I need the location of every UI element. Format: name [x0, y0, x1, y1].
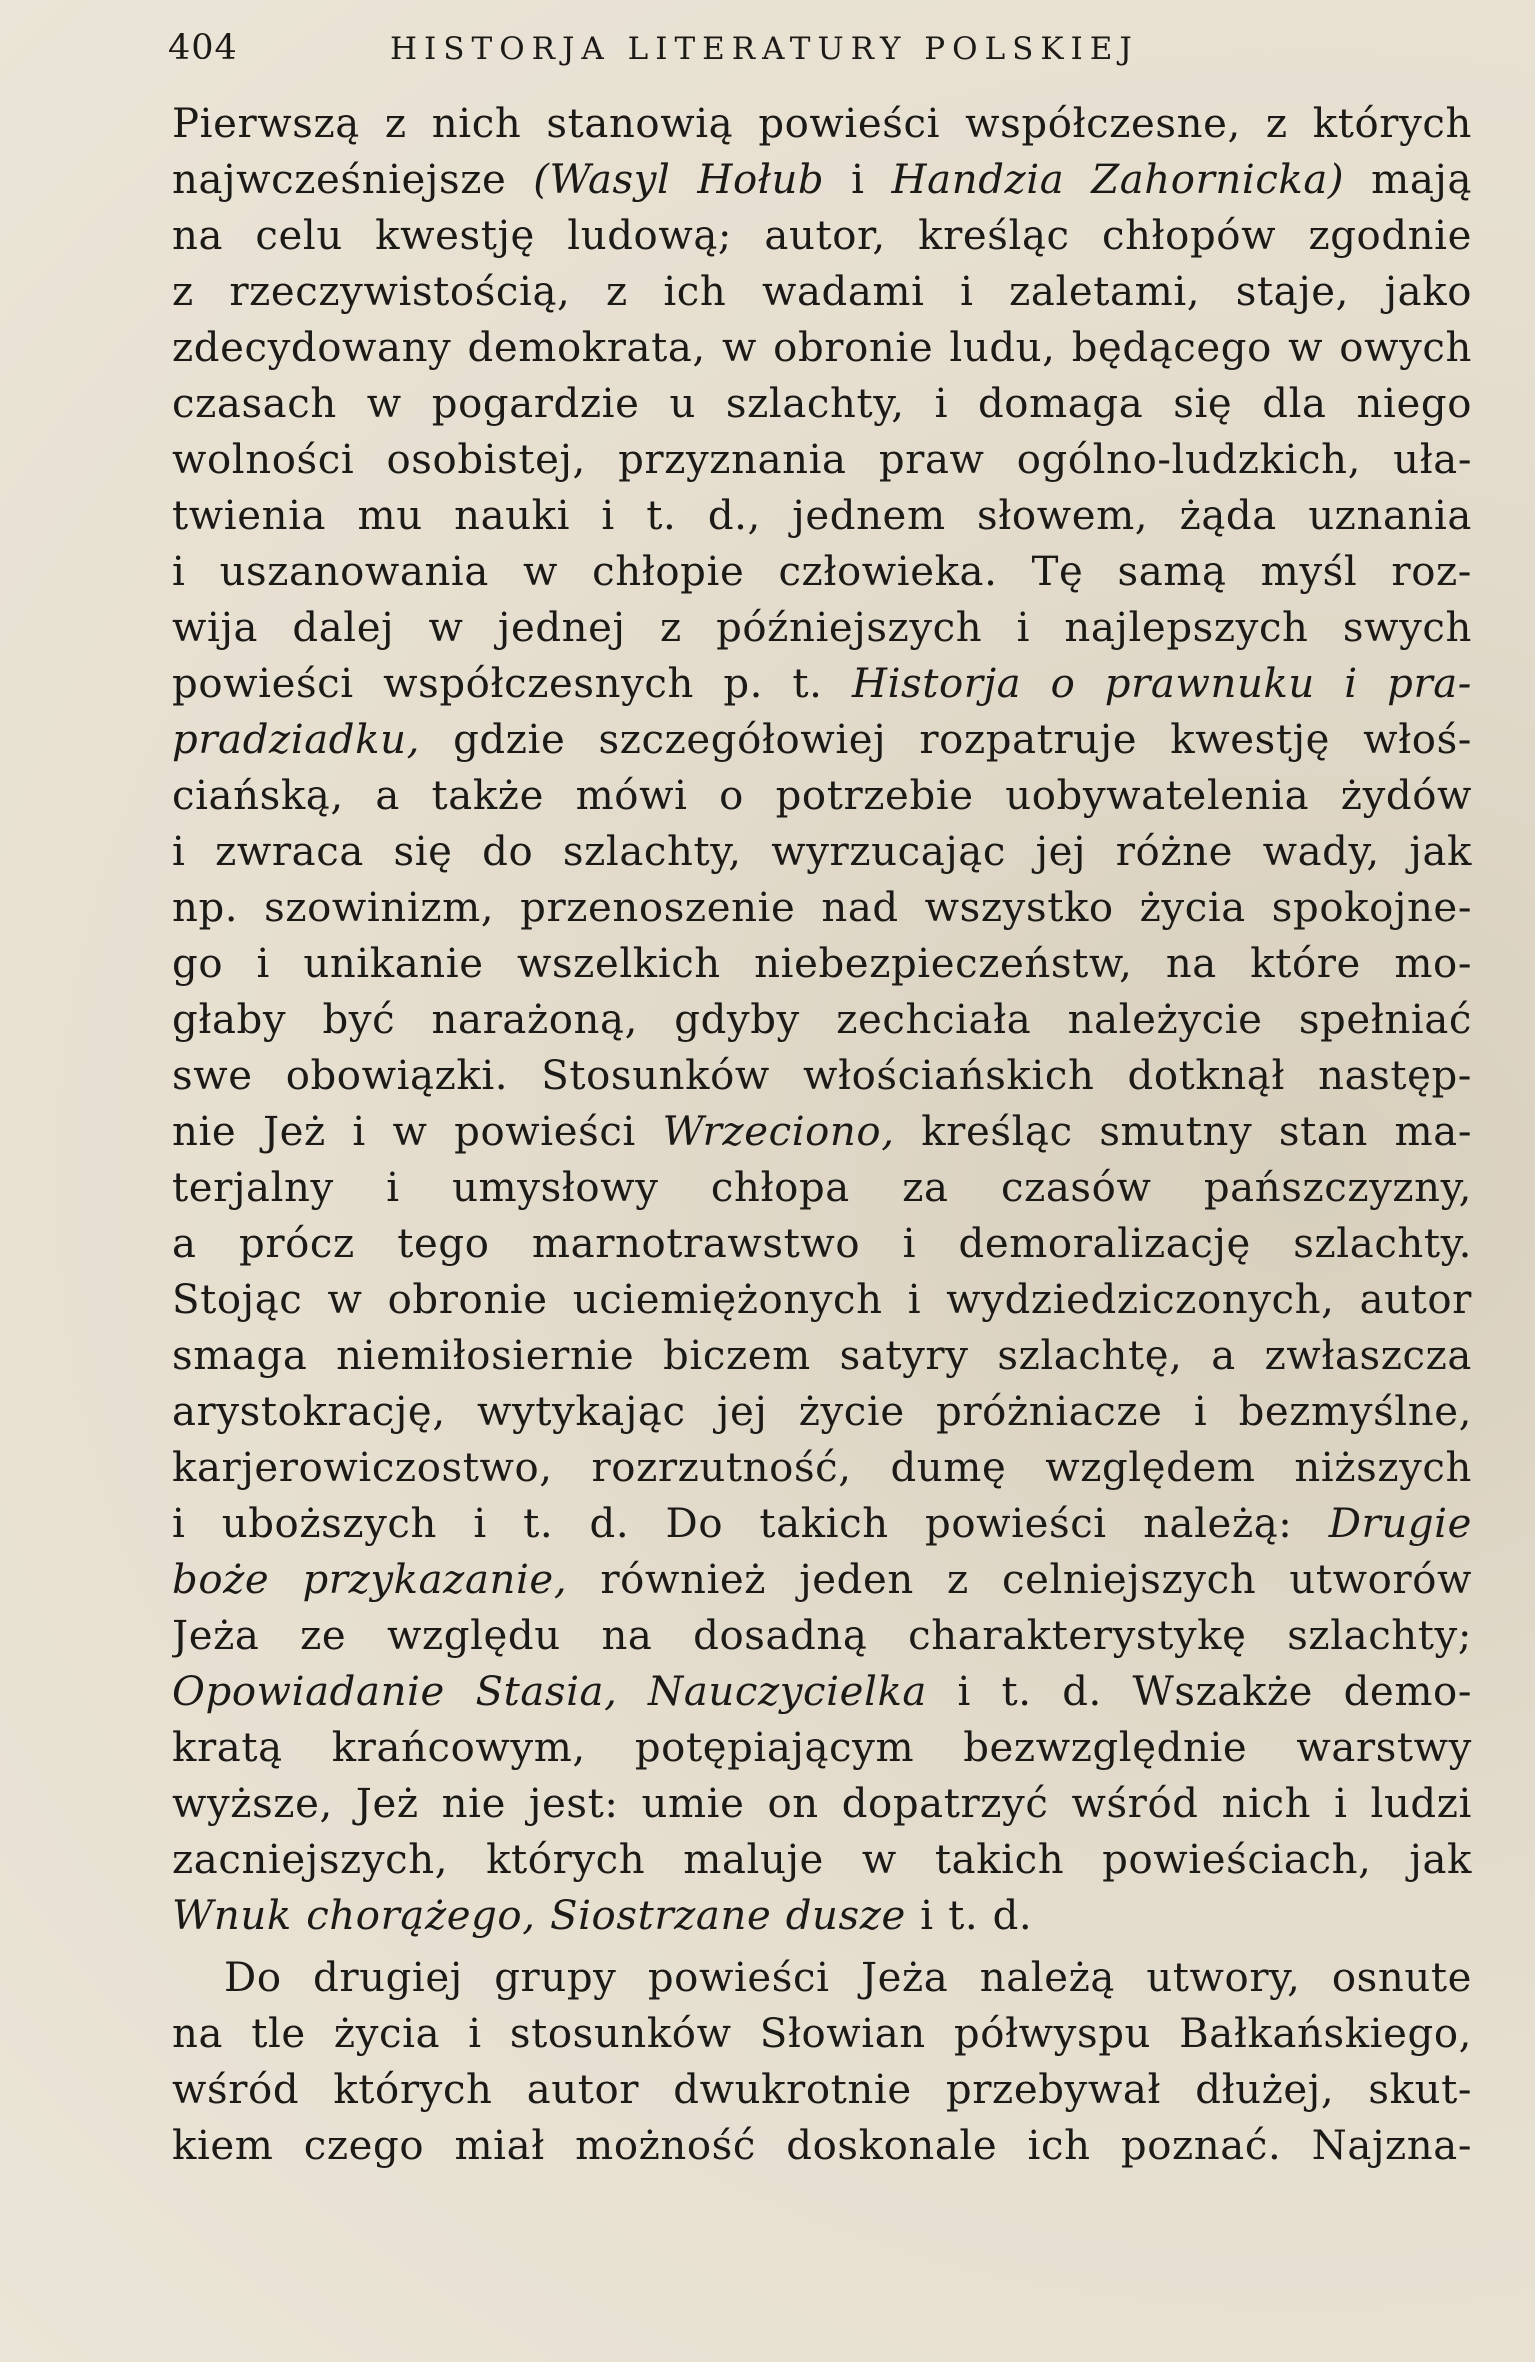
text-line	[172, 264, 1472, 320]
running-title: HISTORJA LITERATURY POLSKIEJ	[390, 31, 1139, 67]
text-line	[172, 1832, 1472, 1888]
italic-title: Wnuk chorążego, Siostrzane dusze	[172, 1893, 906, 1939]
italic-title: Drugie	[1328, 1501, 1472, 1547]
text-line	[172, 768, 1472, 824]
text-run: terjalny i umysłowy chłopa za czasów pańszczyzny,	[172, 1165, 1472, 1211]
text-line	[172, 2062, 1472, 2118]
text-run: powieści współczesnych p. t.	[172, 661, 852, 707]
text-run: na tle życia i stosunków Słowian półwyspu Bałkańskiego,	[172, 2011, 1472, 2057]
text-line	[172, 2118, 1472, 2174]
text-line	[172, 1160, 1472, 1216]
text-run: karjerowiczostwo, rozrzutność, dumę względem niższych	[172, 1445, 1472, 1491]
text-line	[172, 1720, 1472, 1776]
italic-title: boże przykazanie,	[172, 1557, 568, 1603]
text-line	[172, 1216, 1472, 1272]
text-run: nie Jeż i w powieści	[172, 1109, 663, 1155]
text-run: czasach w pogardzie u szlachty, i domaga się dla niego	[172, 381, 1472, 427]
text-line	[172, 488, 1472, 544]
text-line	[172, 320, 1472, 376]
italic-title: Handzia Zahornicka)	[891, 157, 1345, 203]
italic-title: Historja o prawnuku i pra-	[851, 661, 1472, 707]
text-run: Pierwszą z nich stanowią powieści współczesne, z których	[172, 101, 1472, 147]
text-run: Do drugiej grupy powieści Jeża należą utwory, osnute	[224, 1955, 1472, 2001]
text-line	[172, 432, 1472, 488]
text-line	[172, 712, 1472, 768]
text-run: kratą krańcowym, potępiającym bezwzględnie warstwy	[172, 1725, 1472, 1771]
text-run: wyższe, Jeż nie jest: umie on dopatrzyć wśród nich i ludzi	[172, 1781, 1472, 1827]
text-line	[172, 1776, 1472, 1832]
text-run: z rzeczywistością, z ich wadami i zaletami, staje, jako	[172, 269, 1472, 315]
text-line	[172, 1328, 1472, 1384]
text-line	[172, 1440, 1472, 1496]
page-number: 404	[168, 28, 238, 68]
text-line	[172, 600, 1472, 656]
body-text	[172, 96, 1472, 2174]
text-run: arystokrację, wytykając jej życie próżniacze i bezmyślne,	[172, 1389, 1472, 1435]
text-run: wśród których autor dwukrotnie przebywał dłużej, skut-	[172, 2067, 1472, 2113]
italic-title: Opowiadanie Stasia, Nauczycielka	[172, 1669, 927, 1715]
text-run: mają	[1344, 157, 1472, 203]
italic-title: pradziadku,	[172, 717, 420, 763]
text-run: gdzie szczegółowiej rozpatruje kwestję włoś-	[419, 717, 1472, 763]
text-run: np. szowinizm, przenoszenie nad wszystko życia spokojne-	[172, 885, 1472, 931]
text-line	[172, 1888, 1472, 1944]
text-run: wolności osobistej, przyznania praw ogólno-ludzkich, uła-	[172, 437, 1472, 483]
text-line	[172, 376, 1472, 432]
text-run: go i unikanie wszelkich niebezpieczeństw, na które mo-	[172, 941, 1472, 987]
text-line	[172, 1272, 1472, 1328]
text-line	[172, 1608, 1472, 1664]
text-run: najwcześniejsze	[172, 157, 534, 203]
text-line	[172, 544, 1472, 600]
text-run: Stojąc w obronie uciemiężonych i wydziedziczonych, autor	[172, 1277, 1472, 1323]
text-line	[172, 1048, 1472, 1104]
text-line	[172, 936, 1472, 992]
running-head	[168, 28, 1288, 78]
text-line	[172, 1384, 1472, 1440]
text-run: głaby być narażoną, gdyby zechciała należycie spełniać	[172, 997, 1472, 1043]
text-run: na celu kwestję ludową; autor, kreśląc chłopów zgodnie	[172, 213, 1472, 259]
text-run: Jeża ze względu na dosadną charakterystykę szlachty;	[172, 1613, 1472, 1659]
text-line	[172, 96, 1472, 152]
italic-title: Wrzeciono,	[662, 1109, 895, 1155]
text-run: wija dalej w jednej z późniejszych i najlepszych swych	[172, 605, 1472, 651]
text-run: twienia mu nauki i t. d., jednem słowem, żąda uznania	[172, 493, 1472, 539]
text-run: i	[824, 157, 892, 203]
text-line	[172, 1104, 1472, 1160]
text-run: kreśląc smutny stan ma-	[894, 1109, 1472, 1155]
text-line	[172, 880, 1472, 936]
text-line	[172, 992, 1472, 1048]
text-line	[172, 208, 1472, 264]
text-run: i uszanowania w chłopie człowieka. Tę samą myśl roz-	[172, 549, 1472, 595]
text-run: ciańską, a także mówi o potrzebie uobywatelenia żydów	[172, 773, 1472, 819]
text-run: a prócz tego marnotrawstwo i demoralizację szlachty.	[172, 1221, 1472, 1267]
text-run: zacniejszych, których maluje w takich powieściach, jak	[172, 1837, 1472, 1883]
italic-title: (Wasyl Hołub	[533, 157, 825, 203]
text-run: i t. d. Wszakże demo-	[926, 1669, 1472, 1715]
paragraph-2	[172, 1950, 1472, 2174]
text-line	[172, 824, 1472, 880]
text-run: smaga niemiłosiernie biczem satyry szlachtę, a zwłaszcza	[172, 1333, 1472, 1379]
text-line	[172, 1552, 1472, 1608]
text-run: zdecydowany demokrata, w obronie ludu, będącego w owych	[172, 325, 1472, 371]
text-run: kiem czego miał możność doskonale ich poznać. Najzna-	[172, 2123, 1472, 2169]
text-run: i t. d.	[905, 1893, 1033, 1939]
text-line	[172, 2006, 1472, 2062]
text-run: i zwraca się do szlachty, wyrzucając jej różne wady, jak	[172, 829, 1472, 875]
text-line	[172, 1950, 1472, 2006]
text-run: również jeden z celniejszych utworów	[567, 1557, 1472, 1603]
paragraph-1	[172, 96, 1472, 1944]
text-line	[172, 1664, 1472, 1720]
text-line	[172, 1496, 1472, 1552]
text-line	[172, 152, 1472, 208]
text-line	[172, 656, 1472, 712]
text-run: swe obowiązki. Stosunków włościańskich dotknął następ-	[172, 1053, 1472, 1099]
text-run: i uboższych i t. d. Do takich powieści należą:	[172, 1501, 1329, 1547]
